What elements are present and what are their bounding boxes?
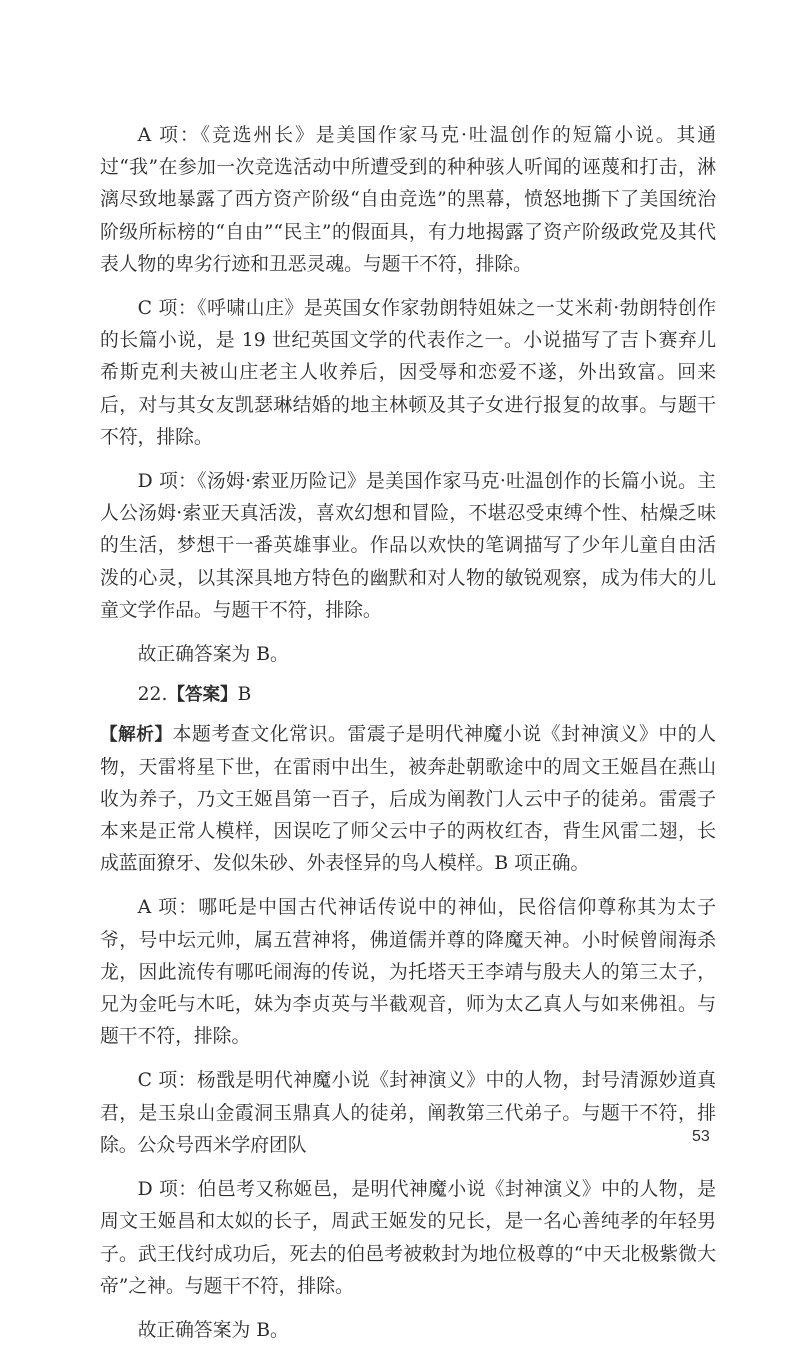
q21-option-a-paragraph: A 项：《竞选州长》是美国作家马克·吐温创作的短篇小说。其通过“我”在参加一次竞选活动中所遭受到的种种骇人听闻的诬蔑和打击，淋漓尽致地暴露了西方资产阶级“自由竞选”的黑幕，愤怒地撕下了美国统治阶级所标榜的“自由”“民主”的假面具，有力地揭露了资产阶级政党及其代表人物的卑劣行迹和丑恶灵魂。与题干不符，排除。	[100, 125, 716, 275]
q22-option-a-paragraph: A 项：哪吒是中国古代神话传说中的神仙，民俗信仰尊称其为太子爷，号中坛元帅，属五营神将，佛道儒并尊的降魔天神。小时候曾闹海杀龙，因此流传有哪吒闹海的传说，为托塔天王李靖与殷夫人的第三太子，兄为金吒与木吒，妹为李贞英与半截观音，师为太乙真人与如来佛祖。与题干不符，排除。	[100, 897, 716, 1048]
q22-analysis-tag: 【解析】	[100, 725, 173, 746]
page-content	[100, 120, 716, 1355]
q22-analysis-paragraph	[100, 719, 716, 880]
q22-option-d-paragraph: D 项：伯邑考又称姬邑，是明代神魔小说《封神演义》中的人物，是周文王姬昌和太姒的长子，周武王姬发的兄长，是一名心善纯孝的年轻男子。武王伐纣成功后，死去的伯邑考被敕封为地位极尊的“中天北极紫微大帝”之神。与题干不符，排除。	[100, 1179, 716, 1297]
q22-number: 22.	[137, 684, 168, 706]
q21-option-d-paragraph: D 项：《汤姆·索亚历险记》是美国作家马克·吐温创作的长篇小说。主人公汤姆·索亚天真活泼，喜欢幻想和冒险，不堪忍受束缚个性、枯燥乏味的生活，梦想干一番英雄事业。作品以欢快的笔调描写了少年儿童自由活泼的心灵，以其深具地方特色的幽默和对人物的敏锐观察，成为伟大的儿童文学作品。与题干不符，排除。	[100, 471, 716, 621]
q22-answer-line	[100, 679, 716, 711]
page-number: 53	[692, 1128, 710, 1145]
q22-option-c-paragraph: C 项：杨戬是明代神魔小说《封神演义》中的人物，封号清源妙道真君，是玉泉山金霞洞玉鼎真人的徒弟，阐教第三代弟子。与题干不符，排除。公众号西米学府团队	[100, 1070, 716, 1156]
q21-option-c-paragraph: C 项：《呼啸山庄》是英国女作家勃朗特姐妹之一艾米莉·勃朗特创作的长篇小说，是 19 世纪英国文学的代表作之一。小说描写了吉卜赛弃儿希斯克利夫被山庄老主人收养后，因受辱和恋爱不遂，外出致富。回来后，对与其女友凯瑟琳结婚的地主林顿及其子女进行报复的故事。与题干不符，排除。	[100, 298, 716, 448]
q22-analysis-text: 本题考查文化常识。雷震子是明代神魔小说《封神演义》中的人物，天雷将星下世，在雷雨中出生，被奔赴朝歌途中的周文王姬昌在燕山收为养子，乃文王姬昌第一百子，后成为阐教门人云中子的徒弟。雷震子本来是正常人模样，因误吃了师父云中子的两枚红杏，背生风雷二翅，长成蓝面獠牙、发似朱砂、外表怪异的鸟人模样。B 项正确。	[100, 724, 717, 875]
q22-answer-tag: 【答案】	[167, 685, 238, 706]
q22-answer-value: B	[237, 684, 252, 706]
q22-conclusion: 故正确答案为 B。	[137, 1319, 289, 1341]
q21-conclusion: 故正确答案为 B。	[137, 644, 289, 666]
